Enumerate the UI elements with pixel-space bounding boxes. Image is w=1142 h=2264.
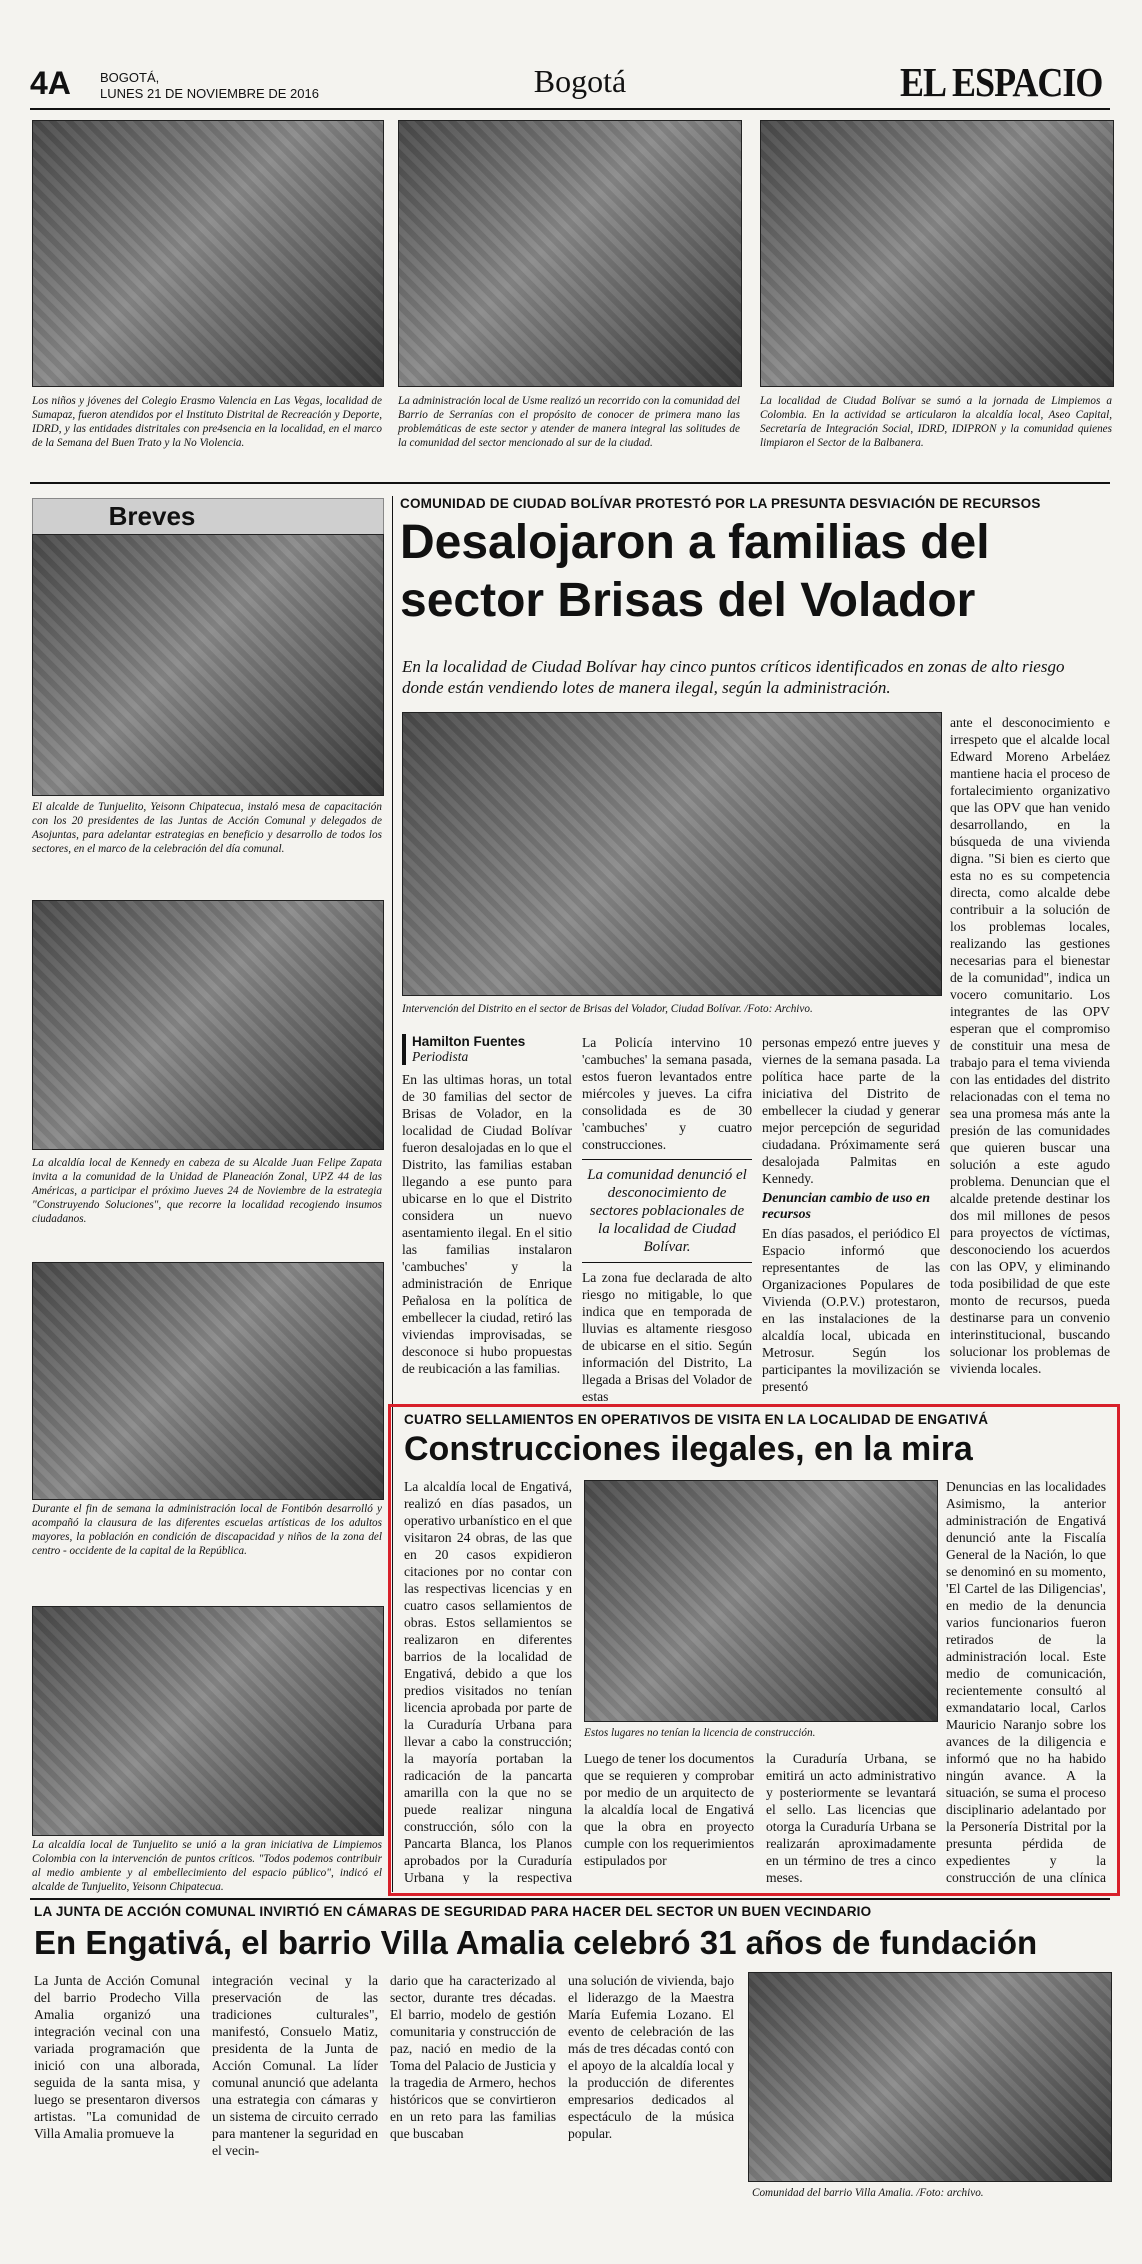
photo-engativa-sealing	[584, 1480, 938, 1722]
article1-column-1	[402, 1034, 572, 1404]
article1-pullquote: La comunidad denunció el desconocimiento de sectores poblacionales de la localidad de Ciudad Bolívar.	[582, 1159, 752, 1263]
photo-brisas-del-volador	[402, 712, 942, 996]
caption-tunjuelito-meeting: El alcalde de Tunjuelito, Yeisonn Chipatecua, instaló mesa de capacitación con los 20 presidentes de las Juntas de Acción Comunal y delegados de Asojuntas, para adelantar estrategias en beneficio y desarrollo de todos los sectores, en el marco de la celebración del día comunal.	[32, 801, 382, 855]
article1-byline	[402, 1034, 572, 1065]
article2-text-col3: la Curaduría Urbana, se emitirá un acto administrativo y posteriormente se levantará el sello. Las licencias que otorga la Curaduría Urbana se realizarán aproximadamente en un término de tres a cinco meses.	[766, 1751, 936, 1884]
article1-headline-line2: sector Brisas del Volador	[400, 574, 976, 627]
section-title: Bogotá	[533, 63, 627, 99]
article3-headline: En Engativá, el barrio Villa Amalia celebró 31 años de fundación	[34, 1924, 1038, 1961]
article3-text-col1: La Junta de Acción Comunal del barrio Prodecho Villa Amalia organizó una integración vecinal con una variada programación que inició con una alborada, seguida de la santa misa, y luego se presentaron diversos artistas. "La comunidad de Villa Amalia promueve la	[34, 1973, 200, 2141]
bottom-section-rule	[30, 1898, 1110, 1900]
article3-text-col4: una solución de vivienda, bajo el liderazgo de la Maestra María Eufemia Lozano. El evento de celebración de las más de tres décadas contó con el apoyo de la alcaldía local y la producción de diferentes empresarios dedicados al espectáculo de la música popular.	[568, 1973, 734, 2141]
article2-headline: Construcciones ilegales, en la mira	[404, 1430, 973, 1468]
caption-usme: La administración local de Usme realizó un recorrido con la comunidad del Barrio de Serranías con el propósito de conocer de primera mano las problemáticas de este sector y atender de manera integral las solitudes de la comunidad del sector mencionado al sur de la ciudad.	[398, 395, 740, 449]
caption-tunjuelito-cleanup: La alcaldía local de Tunjuelito se unió a la gran iniciativa de Limpiemos Colombia con la intervención de puntos críticos. "Todos podemos contribuir al medio ambiente y al embellecimiento del espacio público", indicó el alcalde de Tunjuelito, Yeisonn Chipatecua.	[32, 1839, 382, 1893]
article2-text-col4: Denuncias en las localidades Asimismo, la anterior administración de Engativá denunció ante la Fiscalía General de la Nación, lo que se denominó en su momento, 'El Cartel de las Diligencias', en medio de la denuncia varios funcionarios fueron retirados de la administración local. Este medio de comunicación, recientemente consultó al exmandatario local, Carlos Mauricio Naranjo sobre los avances de la diligencia e informó que no ha habido ningún avance. A la situación, se suma el proceso disciplinario adelantado por la Personería Distrital por la presunta pérdida de expedientes y la construcción de una clínica	[946, 1479, 1106, 1884]
photo-usme-tour	[398, 120, 742, 387]
photo-tunjuelito-meeting	[32, 534, 384, 796]
article1-column-2	[582, 1034, 752, 1404]
article2-column-4	[946, 1478, 1106, 1884]
photo-fontibon-dancers	[32, 1262, 384, 1500]
masthead: EL ESPACIO	[900, 59, 1103, 106]
article1-deck: En la localidad de Ciudad Bolívar hay cinco puntos críticos identificados en zonas de alto riesgo donde están vendiendo lotes de manera ilegal, según la administración.	[402, 657, 1065, 697]
breves-title: Breves	[108, 501, 196, 531]
top-section-rule	[30, 482, 1110, 484]
article2-column-3	[766, 1750, 936, 1884]
byline-name: Hamilton Fuentes	[412, 1034, 526, 1049]
photo-sumapaz-children	[32, 120, 384, 387]
article1-text-col3a: personas empezó entre jueves y viernes de la semana pasada. La política hace parte de la iniciativa del Distrito de embellecer la ciudad y generar mejor percepción de seguridad ciudadana. Próximamente será desalojada Palmitas en Kennedy.	[762, 1035, 940, 1186]
article2-text-col2: Luego de tener los documentos que se requieren y comprobar por medio de un arquitecto de la alcaldía local de Engativá que la obra en proyecto cumple con los requerimientos estipulados por	[584, 1751, 754, 1868]
article1-headline-line1: Desalojaron a familias del	[400, 516, 990, 569]
byline-role: Periodista	[412, 1049, 469, 1064]
article3-column-3	[390, 1972, 556, 2206]
article3-column-4	[568, 1972, 734, 2206]
article1-text-col3b: En días pasados, el periódico El Espacio informó que representantes de las Organizaciones Populares de Vivienda (O.P.V.) protestaron, en las instalaciones de la alcaldía local, ubicada en Metrosur. Según los participantes la movilización se presentó	[762, 1226, 940, 1394]
article3-text-col3: dario que ha caracterizado al sector, durante tres décadas. El barrio, modelo de gestión comunitaria y construcción de paz, nació en medio de la Toma del Palacio de Justicia y la tragedia de Armero, hechos históricos que se convirtieron en un reto para las familias que buscaban	[390, 1973, 556, 2141]
article2-kicker: CUATRO SELLAMIENTOS EN OPERATIVOS DE VISITA EN LA LOCALIDAD DE ENGATIVÁ	[404, 1412, 989, 1427]
photo-villa-amalia	[748, 1972, 1112, 2182]
photo-kennedy-mayor	[32, 900, 384, 1150]
caption-kennedy: La alcaldía local de Kennedy en cabeza de su Alcalde Juan Felipe Zapata invita a la comunidad de la Unidad de Planeación Zonal, UPZ 44 de las Américas, a participar el próximo Jueves 24 de Noviembre de la estrategia "Construyendo Soluciones", que recorre la localidad recogiendo insumos ciudadanos.	[32, 1157, 382, 1225]
article1-column-3	[762, 1034, 940, 1404]
caption-villa-amalia: Comunidad del barrio Villa Amalia. /Foto: archivo.	[752, 2187, 984, 2199]
caption-engativa: Estos lugares no tenían la licencia de construcción.	[584, 1727, 816, 1739]
article1-subhead: Denuncian cambio de uso en recursos	[762, 1191, 931, 1222]
dateline-city: BOGOTÁ,	[100, 70, 160, 85]
article2-column-2	[584, 1750, 754, 1884]
article3-column-2	[212, 1972, 378, 2206]
article2-text-col1: La alcaldía local de Engativá, realizó en días pasados, un operativo urbanístico en el que visitaron 24 obras, de las que en 20 casos expidieron citaciones por no contar con las respectivas licencias y en cuatro casos sellamientos de obras. Estos sellamientos se realizaron en diferentes barrios de la localidad de Engativá, debido a que los predios visitados no tenían licencia aprobada por parte de la Curaduría Urbana para llevar a cabo la construcción; la mayoría portaban la radicación de la pancarta amarilla con la que no se puede realizar ninguna construcción, sólo con la Pancarta Blanca, los Planos aprobados por la Curaduría Urbana y la respectiva	[404, 1479, 572, 1884]
article1-text-col2a: La Policía intervino 10 'cambuches' la semana pasada, estos fueron levantados entre miércoles y jueves. La cifra consolidada es de 30 'cambuches' y cuatro construcciones.	[582, 1035, 752, 1152]
article1-kicker: COMUNIDAD DE CIUDAD BOLÍVAR PROTESTÓ POR LA PRESUNTA DESVIACIÓN DE RECURSOS	[400, 496, 1041, 511]
article2-column-1	[404, 1478, 572, 1884]
article1-column-4	[950, 714, 1110, 1404]
article1-text-col1: En las ultimas horas, un total de 30 familias del sector de Brisas de Volador, en la localidad de Ciudad Bolívar fueron desalojadas en lo que el Distrito, las familias estaban llegando a ese punto para ubicarse en lo que el Distrito considera un nuevo asentamiento ilegal. En el sitio las familias instalaron 'cambuches' y la administración de Enrique Peñalosa en la política de embellecer la ciudad, retiró las viviendas improvisadas, se desconoce si hubo propuestas de reubicación a las familias.	[402, 1072, 572, 1376]
page-number: 4A	[30, 65, 71, 101]
article1-text-col2b: La zona fue declarada de alto riesgo no mitigable, lo que indica que en temporada de lluvias es altamente riesgoso de ubicarse en el sitio. Según información del Distrito, La llegada a Brisas del Volador de estas	[582, 1270, 752, 1404]
caption-sumapaz: Los niños y jóvenes del Colegio Erasmo Valencia en Las Vegas, localidad de Sumapaz, fueron atendidos por el Instituto Distrital de Recreación y Deporte, IDRD, y las entidades distritales con pre4sencia en la localidad, en el marco de la Semana del Buen Trato y la No Violencia.	[32, 395, 382, 449]
photo-ciudad-bolivar-cleanup	[760, 120, 1114, 387]
header-rule	[30, 108, 1110, 110]
caption-ciudad-bolivar: La localidad de Ciudad Bolívar se sumó a la jornada de Limpiemos a Colombia. En la actividad se articularon la alcaldía local, Aseo Capital, Secretaría de Integración Social, IDRD, IDIPRON y la comunidad quienes limpiaron el Sector de la Balbanera.	[760, 395, 1112, 449]
article3-column-1	[34, 1972, 200, 2206]
photo-tunjuelito-cleanup	[32, 1606, 384, 1836]
article1-text-col4: ante el desconocimiento e irrespeto que el alcalde local Edward Moreno Arbeláez mantiene hacia el proceso de fortalecimiento organizativo que las OPV que han venido desarrollando, en la búsqueda de una vivienda digna. "Si bien es cierto que esta no es su competencia directa, como alcalde debe contribuir a la solución de los problemas locales, realizando las gestiones necesarias para el bienestar de la comunidad", indica un vocero comunitario. Los integrantes de las OPV esperan que el compromiso de constituir una mesa de trabajo para el tema vivienda con las entidades del distrito relacionadas con el tema no sea una promesa más ante la presión de las comunidades que quieren buscar una solución a este agudo problema. Denuncian que el alcalde pretende destinar los dos mil millones de pesos para proyectos de víctimas, desconociendo los acuerdos con las OPV, y eliminando toda posibilidad de que este monto de recursos, pueda destinarse para un convenio interinstitucional, buscando solucionar los problemas de vivienda locales.	[950, 715, 1110, 1376]
article3-kicker: LA JUNTA DE ACCIÓN COMUNAL INVIRTIÓ EN CÁMARAS DE SEGURIDAD PARA HACER DEL SECTOR UN BUEN VECINDARIO	[34, 1904, 872, 1919]
caption-fontibon: Durante el fin de semana la administración local de Fontibón desarrolló y acompañó la clausura de las diferentes escuelas artísticas de los adultos mayores, la población en condición de discapacidad y niños de la zona del centro - occidente de la capital de la República.	[32, 1503, 382, 1557]
article3-text-col2: integración vecinal y la preservación de las tradiciones culturales", manifestó, Consuelo Matiz, presidenta de la Junta de Acción Comunal. La líder comunal anunció que adelanta una estrategia con cámaras y un sistema de circuito cerrado para mantener la seguridad en el vecin-	[212, 1973, 378, 2158]
dateline-date: LUNES 21 DE NOVIEMBRE DE 2016	[100, 86, 319, 101]
caption-brisas: Intervención del Distrito en el sector de Brisas del Volador, Ciudad Bolívar. /Foto: Archivo.	[402, 1003, 813, 1015]
